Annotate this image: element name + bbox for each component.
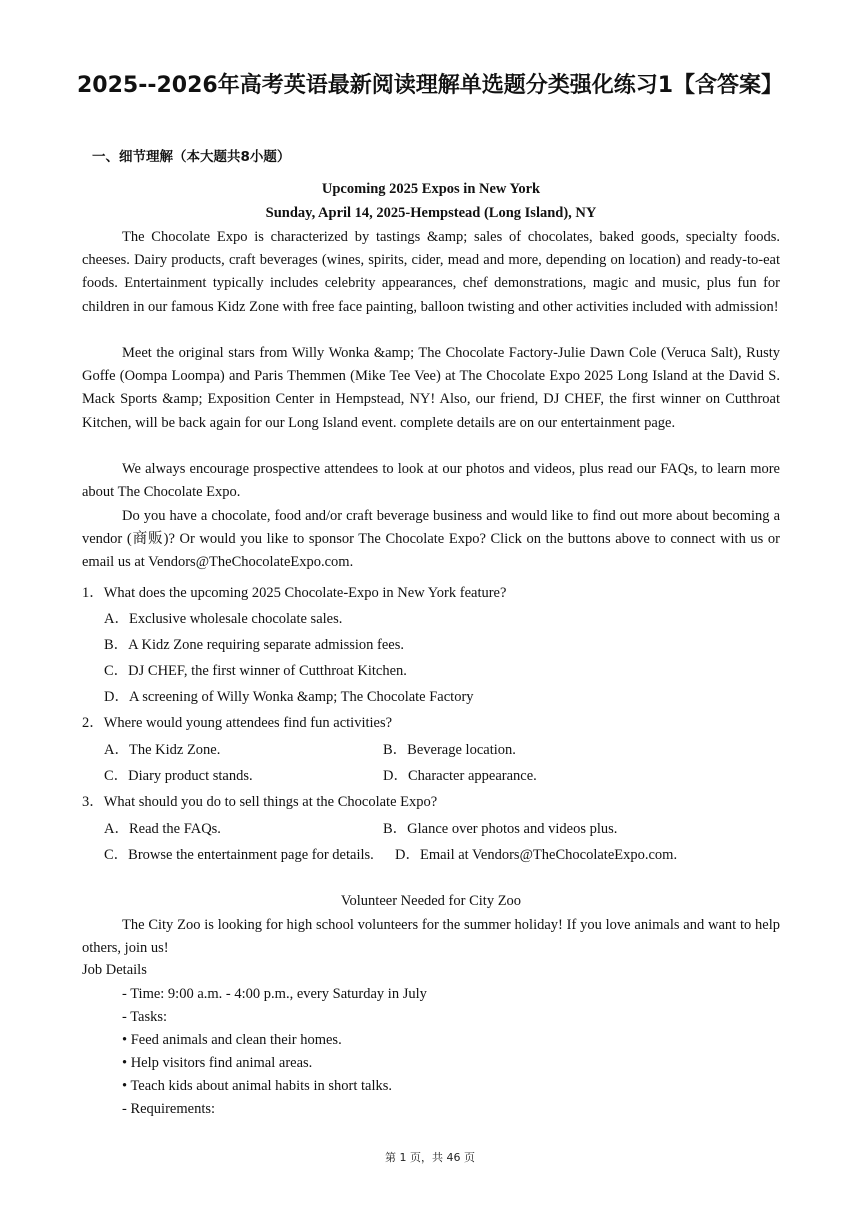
- job-details-label: Job Details: [82, 962, 147, 978]
- question-1-option-d: D．A screening of Willy Wonka &amp; The Chocolate Factory: [104, 689, 474, 705]
- question-2-option-d: D．Character appearance.: [383, 768, 537, 784]
- task-item: • Teach kids about animal habits in short talks.: [122, 1078, 392, 1094]
- section-heading: 一、细节理解（本大题共8小题）: [92, 149, 291, 165]
- task-item: • Help visitors find animal areas.: [122, 1055, 313, 1071]
- passage1-paragraph-1: The Chocolate Expo is characterized by tastings &amp; sales of chocolates, baked goods, specialty foods. cheeses. Dairy products, craft beverages (wines, spirits, cider, mead and more, depending on location) and ready-to-eat foods. Entertainment typically includes celebrity appearances, chef demonstrations, magic and music, plus fun for children in our famous Kidz Zone with free face painting, balloon twisting and other activities included with admission!: [82, 229, 780, 315]
- passage2-heading: Volunteer Needed for City Zoo: [340, 893, 522, 909]
- question-1-option-c: C．DJ CHEF, the first winner of Cutthroat Kitchen.: [104, 663, 407, 679]
- job-time: - Time: 9:00 a.m. - 4:00 p.m., every Saturday in July: [122, 986, 427, 1002]
- job-tasks-label: - Tasks:: [122, 1009, 168, 1025]
- question-3: 3．What should you do to sell things at the Chocolate Expo?: [82, 794, 438, 810]
- question-3-option-a: A．Read the FAQs.: [104, 821, 221, 837]
- question-2-option-c: C．Diary product stands.: [104, 768, 253, 784]
- page-number: 第 1 页，共 46 页: [385, 1151, 475, 1164]
- question-1-option-b: B．A Kidz Zone requiring separate admission fees.: [104, 637, 404, 653]
- question-3-option-d: D．Email at Vendors@TheChocolateExpo.com.: [395, 847, 678, 863]
- question-2: 2．Where would young attendees find fun activities?: [82, 715, 393, 731]
- question-2-option-a: A．The Kidz Zone.: [104, 742, 221, 758]
- task-item: • Feed animals and clean their homes.: [122, 1032, 342, 1048]
- passage1-paragraph-4: Do you have a chocolate, food and/or craft beverage business and would like to find out more about becoming a vendor (商贩)? Or would you like to sponsor The Chocolate Expo? Click on the buttons above to connect with us or email us at Vendors@TheChocolateExpo.com.: [82, 508, 780, 571]
- job-requirements-label: - Requirements:: [122, 1101, 216, 1117]
- question-1: 1．What does the upcoming 2025 Chocolate-Expo in New York feature?: [82, 585, 507, 601]
- passage1-heading: Upcoming 2025 Expos in New York: [321, 181, 541, 197]
- question-2-option-b: B．Beverage location.: [383, 742, 516, 758]
- page-title: 2025--2026年高考英语最新阅读理解单选题分类强化练习1【含答案】: [76, 73, 784, 98]
- passage1-paragraph-3: We always encourage prospective attendees to look at our photos and videos, plus read our FAQs, to learn more about The Chocolate Expo.: [82, 461, 780, 501]
- question-3-option-c: C．Browse the entertainment page for details.: [104, 847, 374, 863]
- passage1-paragraph-2: Meet the original stars from Willy Wonka &amp; The Chocolate Factory-Julie Dawn Cole (Veruca Salt), Rusty Goffe (Oompa Loompa) and Paris Themmen (Mike Tee Vee) at The Chocolate Expo 2025 Long Island at the David S. Mack Sports &amp; Exposition Center in Hempstead, NY! Also, our friend, DJ CHEF, the first winner on Cutthroat Kitchen, will be back again for our Long Island event. complete details are on our entertainment page.: [82, 345, 780, 431]
- passage2-paragraph-1: The City Zoo is looking for high school volunteers for the summer holiday! If you love animals and want to help others, join us!: [82, 917, 780, 957]
- question-3-option-b: B．Glance over photos and videos plus.: [383, 821, 618, 837]
- question-1-option-a: A．Exclusive wholesale chocolate sales.: [104, 611, 343, 627]
- passage1-subheading: Sunday, April 14, 2025-Hempstead (Long Island), NY: [265, 205, 597, 221]
